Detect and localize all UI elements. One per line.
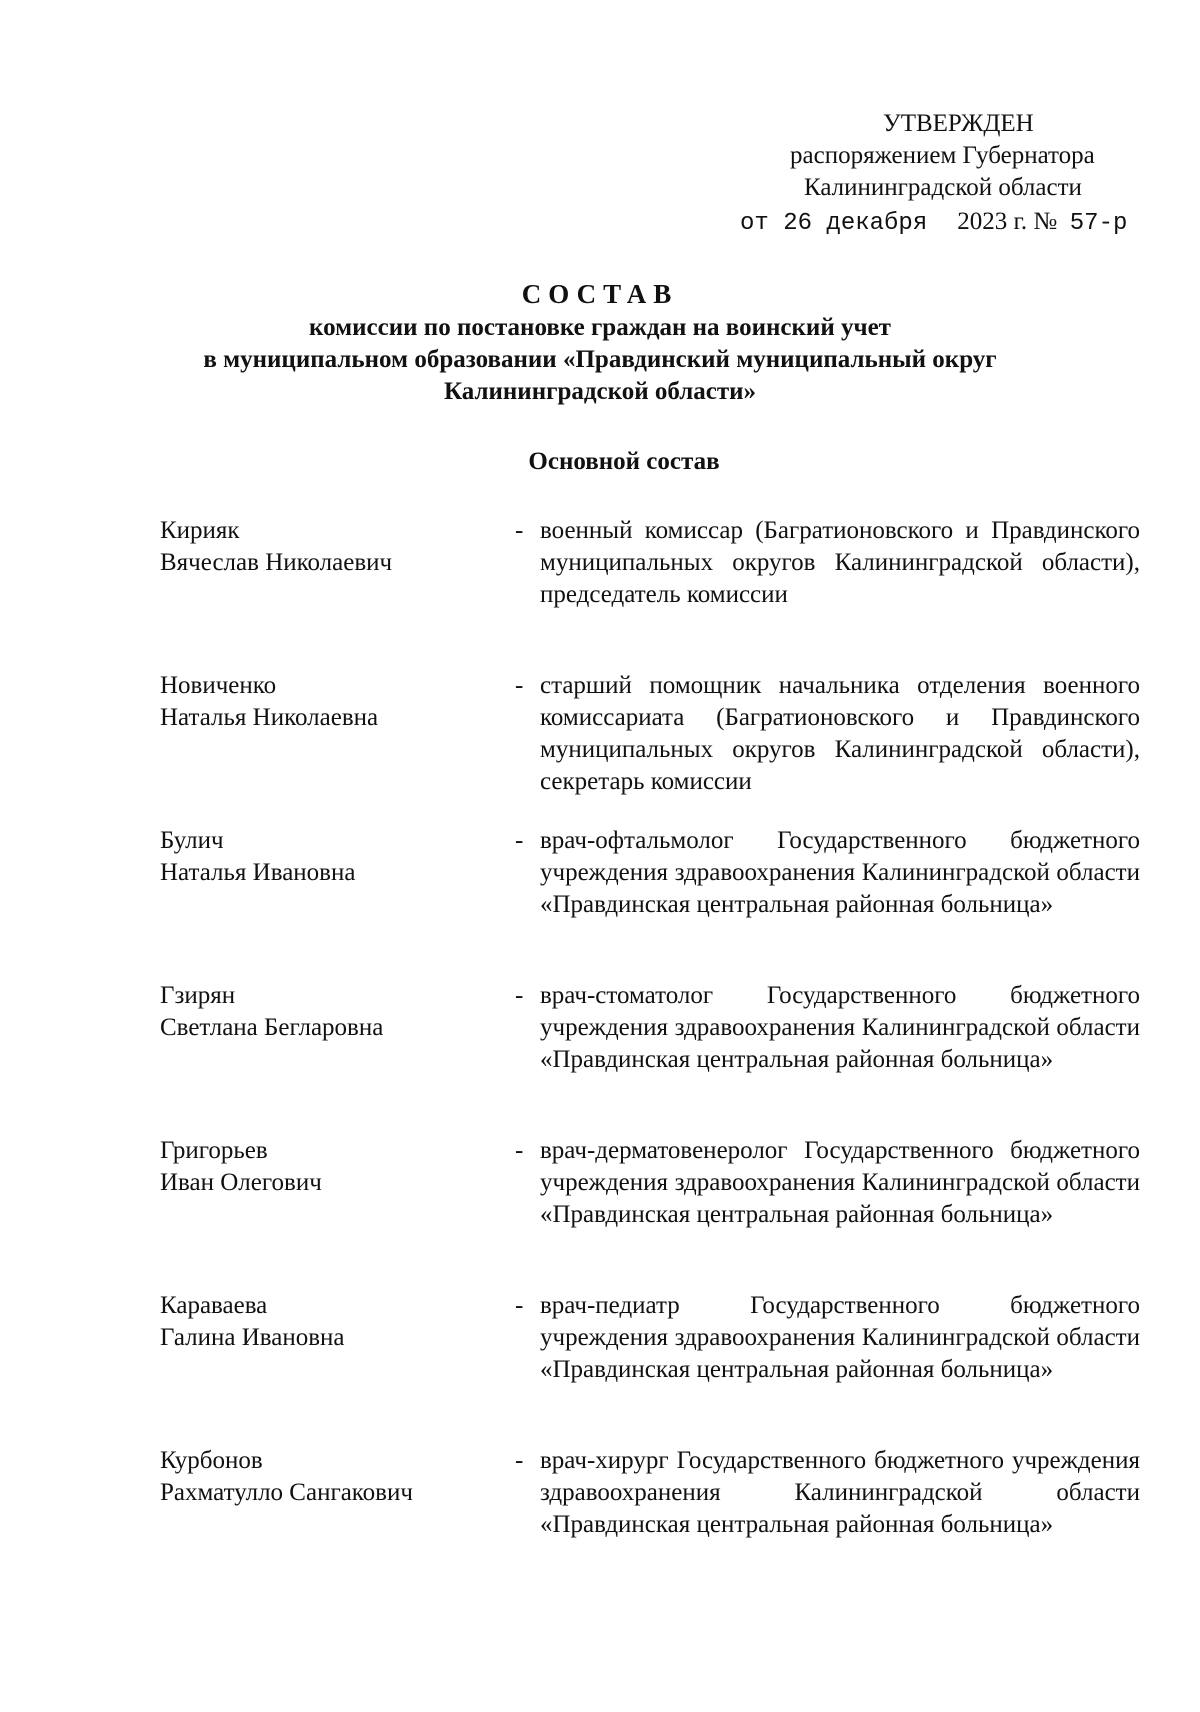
member-given-names: Рахматулло Сангакович (160, 1479, 413, 1506)
member-name (160, 670, 500, 734)
member-surname: Кирияк (160, 517, 240, 544)
member-given-names: Наталья Николаевна (160, 704, 379, 731)
member-dash: - (515, 672, 524, 699)
member-surname: Гзирян (160, 982, 236, 1009)
approval-date: от 26 декабря (740, 210, 928, 237)
members-list (160, 515, 1140, 1600)
title-block (0, 276, 1200, 408)
subtitle-line-1: комиссии по постановке граждан на воинский учет (309, 314, 891, 341)
member-dash: - (515, 1137, 524, 1164)
member-entry (160, 1135, 1140, 1290)
approval-by-line: распоряжением Губернатора (790, 142, 1095, 169)
approval-year: 2023 г. № (957, 208, 1058, 235)
member-entry (160, 515, 1140, 670)
member-role: врач-педиатр Государственного бюджетного учреждения здравоохранения Калининградской области «Правдинская центральная районная больница» (540, 1292, 1140, 1383)
member-given-names: Наталья Ивановна (160, 859, 356, 886)
member-role: старший помощник начальника отделения военного комиссариата (Багратионовского и Правдинского муниципальных округов Калининградской области), секретарь комиссии (540, 672, 1140, 795)
approval-approved: УТВЕРЖДЕН (883, 110, 1034, 137)
member-dash: - (515, 827, 524, 854)
member-entry (160, 825, 1140, 980)
member-given-names: Вячеслав Николаевич (160, 549, 393, 576)
member-surname: Новиченко (160, 672, 277, 699)
subtitle-line-2: в муниципальном образовании «Правдинский муниципальный округ (203, 346, 997, 373)
member-entry (160, 980, 1140, 1135)
member-role: военный комиссар (Багратионовского и Правдинского муниципальных округов Калининградской области), председатель комиссии (540, 517, 1140, 608)
approval-number: 57-р (1069, 210, 1128, 237)
member-name (160, 825, 500, 889)
member-given-names: Галина Ивановна (160, 1324, 345, 1351)
member-surname: Караваева (160, 1292, 268, 1319)
document-title: СОСТАВ (521, 279, 679, 309)
member-given-names: Светлана Бегларовна (160, 1014, 384, 1041)
approval-date-line (740, 206, 1127, 240)
member-name (160, 1445, 500, 1509)
approval-region: Калининградской области (804, 174, 1082, 201)
member-surname: Булич (160, 827, 224, 854)
member-entry (160, 670, 1140, 825)
member-surname: Григорьев (160, 1137, 268, 1164)
member-name (160, 515, 500, 579)
member-entry (160, 1445, 1140, 1600)
section-title: Основной состав (528, 448, 720, 475)
member-dash: - (515, 982, 524, 1009)
member-name (160, 980, 500, 1044)
member-entry (160, 1290, 1140, 1445)
member-surname: Курбонов (160, 1447, 263, 1474)
subtitle-line-3: Калининградской области» (443, 378, 757, 405)
member-role: врач-стоматолог Государственного бюджетного учреждения здравоохранения Калининградской области «Правдинская центральная районная больница» (540, 982, 1140, 1073)
member-role: врач-дерматовенеролог Государственного бюджетного учреждения здравоохранения Калининградской области «Правдинская центральная районная больница» (540, 1137, 1140, 1228)
member-role: врач-офтальмолог Государственного бюджетного учреждения здравоохранения Калининградской области «Правдинская центральная районная больница» (540, 827, 1140, 918)
member-dash: - (515, 1292, 524, 1319)
member-name (160, 1290, 500, 1354)
member-dash: - (515, 517, 524, 544)
member-given-names: Иван Олегович (160, 1169, 322, 1196)
member-role: врач-хирург Государственного бюджетного учреждения здравоохранения Калининградской области «Правдинская центральная районная больница» (540, 1447, 1140, 1538)
member-name (160, 1135, 500, 1199)
member-dash: - (515, 1447, 524, 1474)
